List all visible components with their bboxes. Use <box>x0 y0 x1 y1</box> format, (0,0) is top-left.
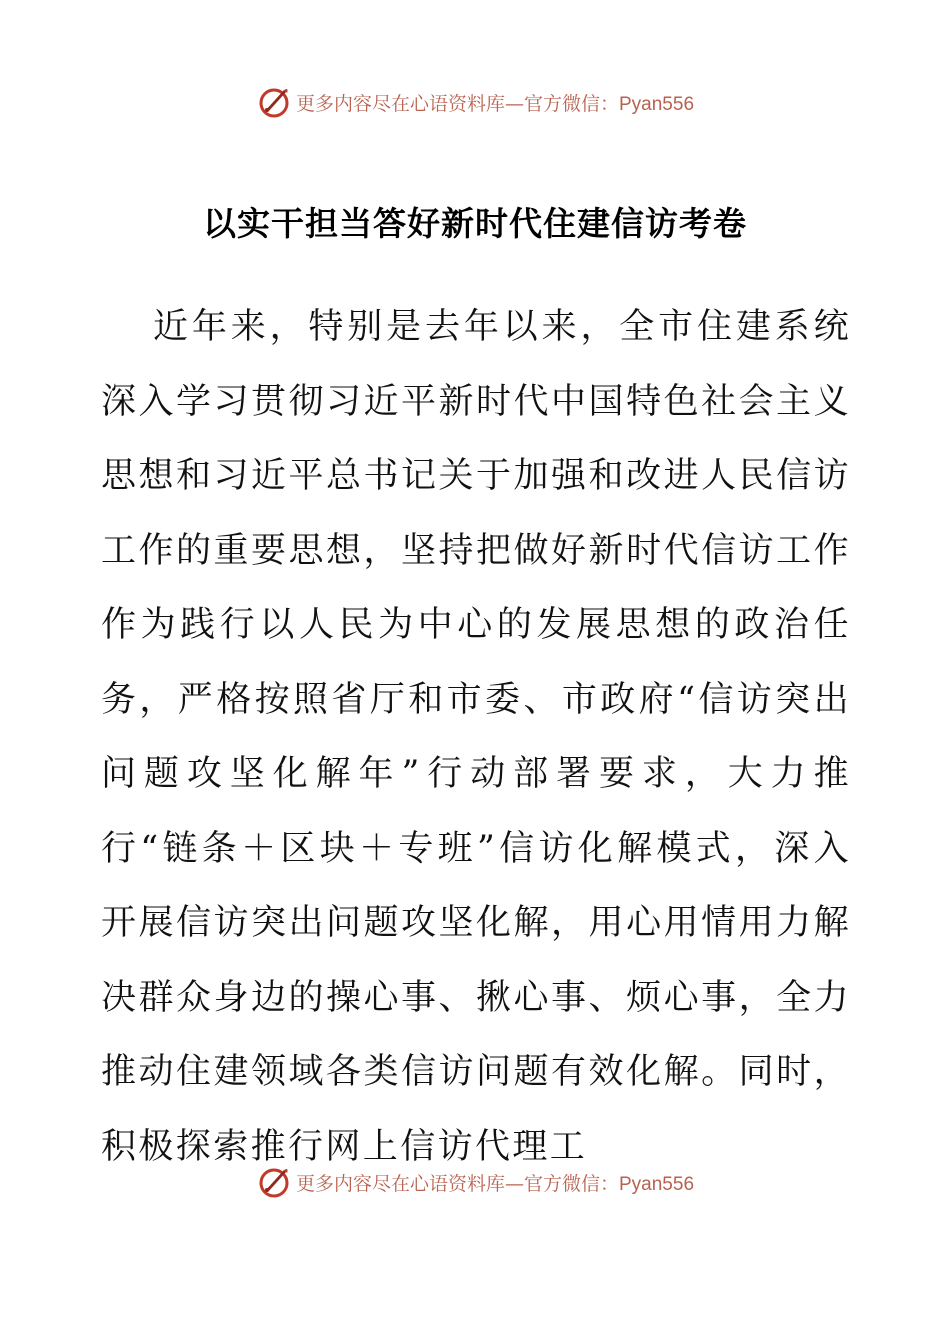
banner-text: 更多内容尽在心语资料库—官方微信：Pyan556 <box>295 92 695 115</box>
body-paragraph: 近年来，特别是去年以来，全市住建系统深入学习贯彻习近平新时代中国特色社会主义思想和习近平总书记关于加强和改进人民信访工作的重要思想，坚持把做好新时代信访工作作为践行以人民为中心的发展思想的政治任务，严格按照省厅和市委、市政府“信访突出问题攻坚化解年”行动部署要求，大力推行“链条＋区块＋专班”信访化解模式，深入开展信访突出问题攻坚化解，用心用情用力解决群众身边的操心事、揪心事、烦心事，全力推动住建领域各类信访问题有效化解。同时，积极探索推行网上信访代理工 <box>101 307 851 1167</box>
wechat-id: Pyan556 <box>619 93 695 115</box>
quill-pen-logo-icon <box>256 1164 292 1200</box>
quill-pen-logo-icon <box>256 84 292 120</box>
footer-banner <box>0 1160 950 1204</box>
banner-text: 更多内容尽在心语资料库—官方微信：Pyan556 <box>295 1172 695 1195</box>
document-title: 以实干担当答好新时代住建信访考卷 <box>203 204 747 243</box>
header-banner <box>0 80 950 124</box>
wechat-id: Pyan556 <box>619 1173 695 1195</box>
